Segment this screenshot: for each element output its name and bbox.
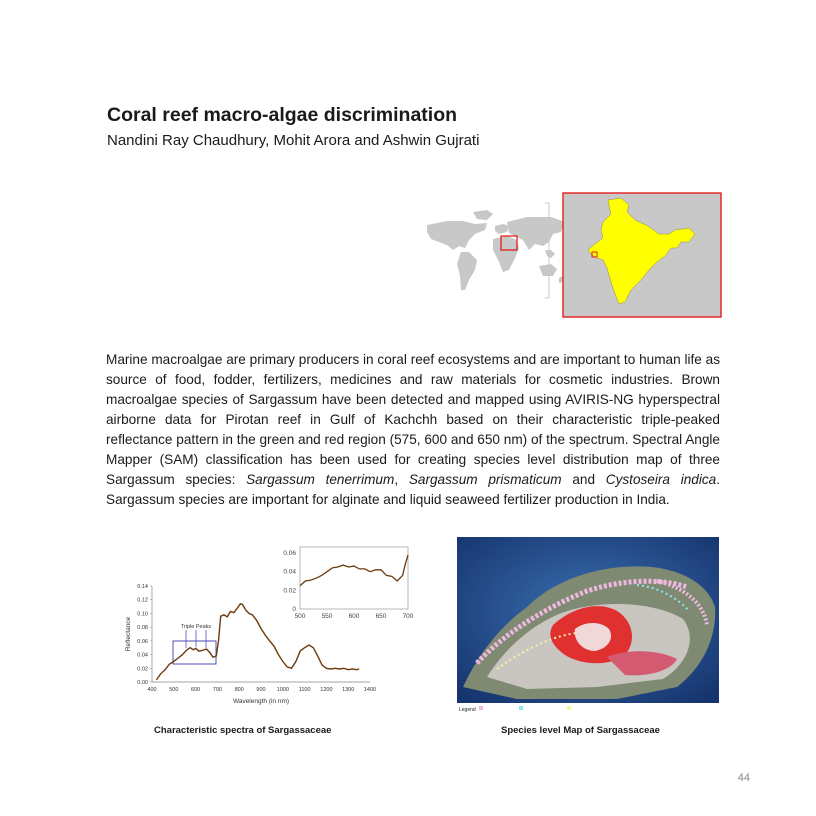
abstract-paragraph: Marine macroalgae are primary producers in coral reef ecosystems and are important to human life as source of food, fodder, fertilizers, medicines and raw materials for cosmetic industries. Brown macroalgae species of Sargassum have been detected and mapped using AVIRIS-NG hyperspectral airborne data for Pirotan reef in Gulf of Kachchh based on their characteristic triple-peaked reflectance pattern in the green and red region (575, 600 and 650 nm) of the spectrum. Spectral Angle Mapper (SAM) classification has been used for creating species level distribution map of three Sargassum species: Sargassum tenerrimum, Sargassum prismaticum and Cystoseira indica. Sargassum species are important for alginate and liquid seaweed fertilizer production in India. [106, 352, 720, 507]
x-tick-label: 500 [169, 687, 179, 693]
y-tick-label: 0.14 [137, 584, 148, 590]
x-tick-label: 600 [348, 613, 360, 620]
y-axis-label: Reflectance [125, 616, 132, 652]
y-tick-label: 0.06 [283, 550, 296, 557]
x-tick-label: 700 [402, 613, 414, 620]
y-tick-label: 0.06 [137, 638, 148, 645]
main-spectra-chart [125, 584, 376, 705]
y-tick-label: 0.10 [137, 611, 148, 618]
y-tick-label: 0.08 [137, 625, 148, 632]
y-tick-label: 0.04 [283, 568, 296, 576]
x-tick-label: 1300 [342, 687, 355, 693]
x-tick-label: 700 [212, 687, 222, 693]
species-name: Cystoseira indica [605, 472, 717, 487]
species-name: Sargassum tenerrimum [246, 472, 395, 487]
map-legend-label: Legend [459, 707, 476, 713]
x-tick-label: 800 [234, 687, 244, 693]
page-number: 44 [737, 772, 750, 784]
map-caption: Species level Map of Sargassaceae [501, 725, 660, 736]
india-inset [563, 193, 721, 317]
x-tick-label: 1100 [298, 687, 311, 693]
x-tick-label: 550 [321, 613, 333, 620]
x-tick-label: 1200 [320, 687, 333, 693]
page-title: Coral reef macro-algae discrimination [107, 104, 458, 126]
zoom-inset-chart [283, 547, 413, 620]
species-map [457, 537, 719, 713]
spectra-figure [114, 540, 414, 710]
inset-spectra-line [300, 555, 408, 586]
x-tick-label: 1000 [276, 687, 289, 693]
y-tick-label: 0.12 [137, 597, 148, 604]
x-axis-label: Wavelength (in nm) [232, 698, 290, 705]
species-name: Sargassum prismaticum [408, 472, 562, 487]
x-tick-label: 900 [256, 687, 266, 693]
x-tick-label: 500 [294, 613, 306, 620]
location-map [403, 190, 725, 320]
spectra-caption: Characteristic spectra of Sargassaceae [154, 725, 332, 736]
x-tick-label: 600 [191, 687, 201, 693]
x-tick-label: 400 [147, 687, 157, 693]
y-tick-label: 0 [292, 606, 296, 613]
x-tick-label: 650 [375, 613, 387, 620]
authors: Nandini Ray Chaudhury, Mohit Arora and Ashwin Gujrati [107, 132, 480, 149]
y-tick-label: 0.02 [137, 666, 148, 673]
y-tick-label: 0.04 [137, 652, 148, 659]
triple-peak-label: Triple Peaks [180, 624, 212, 630]
world-map [427, 210, 565, 290]
y-tick-label: 0.02 [283, 587, 296, 595]
y-tick-label: 0.00 [137, 680, 148, 686]
x-tick-label: 1400 [363, 687, 377, 693]
